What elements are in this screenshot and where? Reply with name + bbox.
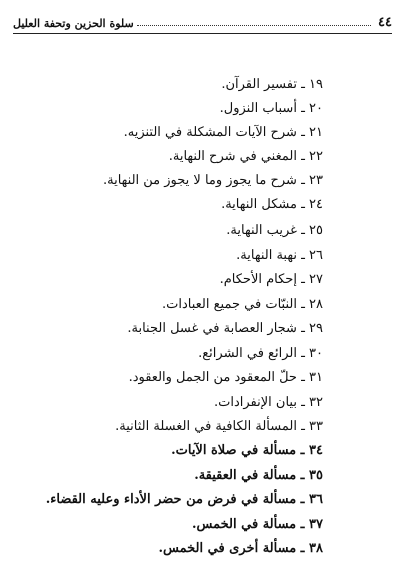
list-item: ٢٣ ـ شرح ما يجوز وما لا يجوز من النهاية. xyxy=(102,173,323,188)
item-number: ٣١ xyxy=(309,370,323,385)
item-number: ٣٦ xyxy=(309,492,323,507)
item-number: ٢٤ xyxy=(309,197,323,212)
list-item: ١٩ ـ تفسير القرآن. xyxy=(221,77,323,92)
item-text: نهبة النهاية. xyxy=(236,248,297,263)
list-item: ٢٧ ـ إحكام الأحكام. xyxy=(219,272,323,287)
item-text: إحكام الأحكام. xyxy=(219,272,297,287)
running-header xyxy=(13,12,392,30)
item-number: ١٩ xyxy=(309,77,323,92)
item-text: النبّات في جميع العبادات. xyxy=(161,297,297,312)
item-text: حلّ المعقود من الجمل والعقود. xyxy=(128,370,297,385)
item-text: أسباب النزول. xyxy=(219,101,297,116)
list-item: ٣٢ ـ بيان الإنفرادات. xyxy=(213,395,323,410)
item-number: ٣٨ xyxy=(309,541,323,556)
item-text: بيان الإنفرادات. xyxy=(213,395,297,410)
item-text: شرح ما يجوز وما لا يجوز من النهاية. xyxy=(102,173,297,188)
item-text: شرح الآيات المشكلة في التنزيه. xyxy=(123,125,297,140)
header-dot-leader xyxy=(137,25,371,26)
item-number: ٢٧ xyxy=(309,272,323,287)
list-item: ٢٢ ـ المغني في شرح النهاية. xyxy=(168,149,323,164)
list-item: ٢١ ـ شرح الآيات المشكلة في التنزيه. xyxy=(123,125,323,140)
running-title: سلوة الحزين وتحفة العليل xyxy=(13,17,134,30)
item-number: ٢١ xyxy=(309,125,323,140)
list-item: ٣٥ ـ مسألة في العقيقة. xyxy=(194,468,323,483)
item-text: شجار العصابة في غسل الجنابة. xyxy=(127,321,297,336)
list-item: ٣١ ـ حلّ المعقود من الجمل والعقود. xyxy=(128,370,323,385)
header-rule xyxy=(13,33,392,34)
item-text: غريب النهاية. xyxy=(226,223,297,238)
item-number: ٣٣ xyxy=(309,419,323,434)
item-number: ٣٤ xyxy=(309,443,323,458)
item-number: ٢٠ xyxy=(309,101,323,116)
list-item: ٢٩ ـ شجار العصابة في غسل الجنابة. xyxy=(127,321,323,336)
item-text: مسألة في الخمس. xyxy=(192,517,297,532)
list-item: ٣٧ ـ مسألة في الخمس. xyxy=(192,517,323,532)
item-number: ٣٠ xyxy=(309,346,323,361)
item-number: ٣٢ xyxy=(309,395,323,410)
item-number: ٢٨ xyxy=(309,297,323,312)
page-number: ٤٤ xyxy=(378,15,392,30)
item-text: المسألة الكافية في الغسلة الثانية. xyxy=(115,419,297,434)
item-text: تفسير القرآن. xyxy=(221,77,297,92)
item-number: ٣٧ xyxy=(309,517,323,532)
list-item: ٢٦ ـ نهبة النهاية. xyxy=(236,248,323,263)
item-number: ٢٢ xyxy=(309,149,323,164)
list-item: ٣٦ ـ مسألة في فرض من حضر الأداء وعليه القضاء. xyxy=(45,492,323,507)
item-number: ٢٣ xyxy=(309,173,323,188)
item-text: مسألة في صلاة الآيات. xyxy=(171,443,297,458)
list-item: ٢٨ ـ النبّات في جميع العبادات. xyxy=(161,297,323,312)
item-text: الرائع في الشرائع. xyxy=(198,346,297,361)
list-item: ٣٨ ـ مسألة أخرى في الخمس. xyxy=(158,541,323,556)
list-item: ٣٣ ـ المسألة الكافية في الغسلة الثانية. xyxy=(115,419,323,434)
item-number: ٢٦ xyxy=(309,248,323,263)
item-number: ٢٥ xyxy=(309,223,323,238)
item-text: مسألة في فرض من حضر الأداء وعليه القضاء. xyxy=(45,492,297,507)
item-number: ٢٩ xyxy=(309,321,323,336)
item-text: مسألة في العقيقة. xyxy=(194,468,297,483)
list-item: ٢٤ ـ مشكل النهاية. xyxy=(221,197,323,212)
list-item: ٣٤ ـ مسألة في صلاة الآيات. xyxy=(171,443,323,458)
list-item: ٢٠ ـ أسباب النزول. xyxy=(219,101,323,116)
list-item: ٣٠ ـ الرائع في الشرائع. xyxy=(198,346,323,361)
list-item: ٢٥ ـ غريب النهاية. xyxy=(226,223,323,238)
item-text: مسألة أخرى في الخمس. xyxy=(158,541,297,556)
item-text: المغني في شرح النهاية. xyxy=(168,149,297,164)
item-number: ٣٥ xyxy=(309,468,323,483)
item-text: مشكل النهاية. xyxy=(221,197,297,212)
